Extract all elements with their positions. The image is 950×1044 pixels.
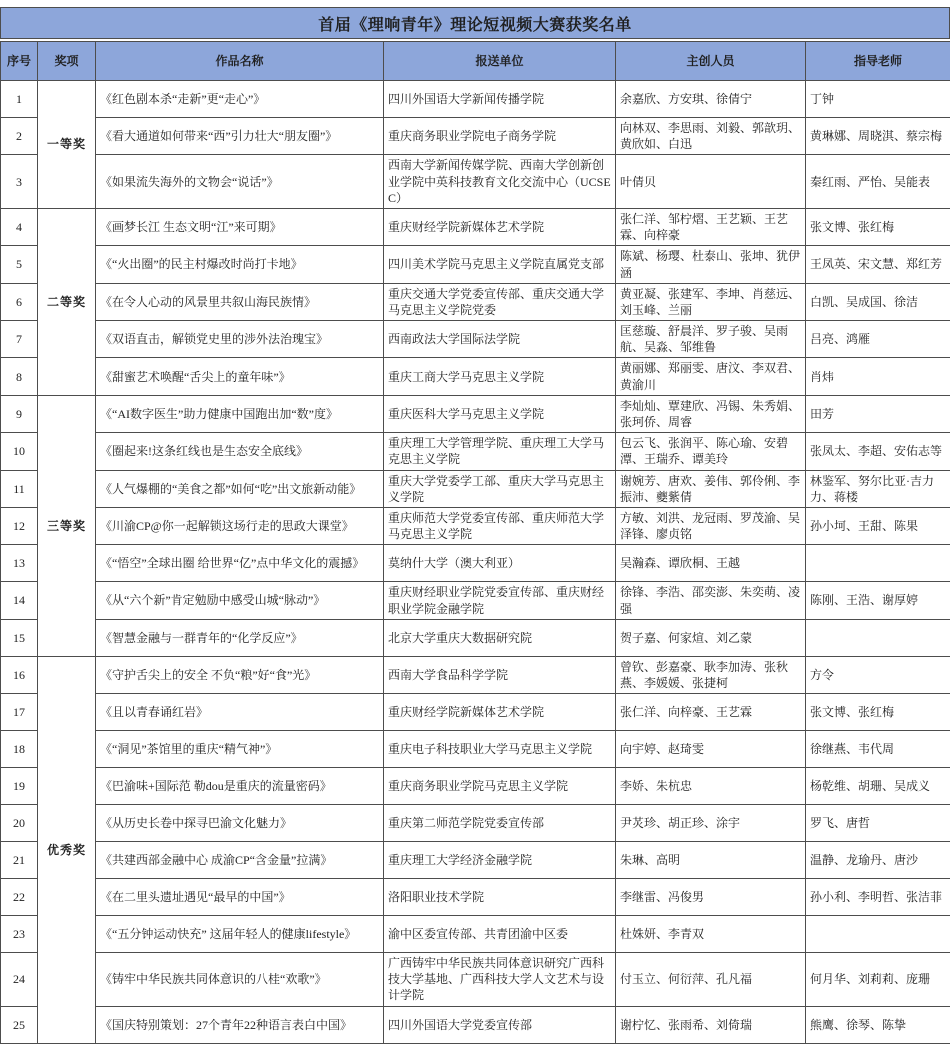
work-title-cell: 《甜蜜艺术唤醒“舌尖上的童年味”》 xyxy=(96,358,384,395)
work-title-cell: 《智慧金融与一群青年的“化学反应”》 xyxy=(96,619,384,656)
advisors-cell: 何月华、刘莉莉、庞珊 xyxy=(806,953,950,1007)
advisors-cell: 孙小利、李明哲、张洁菲 xyxy=(806,879,950,916)
work-title-cell: 《从“六个新”肯定勉励中感受山城“脉动”》 xyxy=(96,582,384,619)
creators-cell: 尹炗珍、胡正珍、涂宇 xyxy=(616,805,806,842)
unit-cell: 渝中区委宣传部、共青团渝中区委 xyxy=(384,916,616,953)
table-body xyxy=(1,81,950,1044)
row-number-cell: 6 xyxy=(1,283,38,320)
row-number-cell: 12 xyxy=(1,507,38,544)
row-number-cell: 21 xyxy=(1,842,38,879)
creators-cell: 曾钦、彭嘉豪、耿李加涛、张秋燕、李媛媛、张捷柯 xyxy=(616,656,806,693)
table-row xyxy=(1,1006,950,1043)
advisors-cell: 王凤英、宋文慧、郑红芳 xyxy=(806,246,950,283)
table-row xyxy=(1,916,950,953)
column-header-2: 奖项 xyxy=(38,42,96,81)
table-row xyxy=(1,155,950,209)
creators-cell: 李娇、朱杭忠 xyxy=(616,768,806,805)
table-row xyxy=(1,321,950,358)
unit-cell: 重庆第二师范学院党委宣传部 xyxy=(384,805,616,842)
work-title-cell: 《共建西部金融中心 成渝CP“含金量”拉满》 xyxy=(96,842,384,879)
row-number-cell: 10 xyxy=(1,433,38,470)
table-row xyxy=(1,208,950,245)
unit-cell: 四川外国语大学新闻传播学院 xyxy=(384,81,616,118)
table-row xyxy=(1,358,950,395)
creators-cell: 付玉立、何衍萍、孔凡福 xyxy=(616,953,806,1007)
table-row xyxy=(1,470,950,507)
work-title-cell: 《巴渝味+国际范 勒dou是重庆的流量密码》 xyxy=(96,768,384,805)
row-number-cell: 4 xyxy=(1,208,38,245)
creators-cell: 向林双、李思雨、刘毅、郭歆玥、黄欣如、白迅 xyxy=(616,118,806,155)
unit-cell: 莫纳什大学（澳大利亚） xyxy=(384,545,616,582)
column-header-4: 报送单位 xyxy=(384,42,616,81)
unit-cell: 西南政法大学国际法学院 xyxy=(384,321,616,358)
page-title: 首届《理响青年》理论短视频大赛获奖名单 xyxy=(0,7,950,39)
unit-cell: 重庆电子科技职业大学马克思主义学院 xyxy=(384,731,616,768)
creators-cell: 向宇婷、赵琦雯 xyxy=(616,731,806,768)
row-number-cell: 20 xyxy=(1,805,38,842)
work-title-cell: 《人气爆棚的“美食之都”如何“吃”出文旅新动能》 xyxy=(96,470,384,507)
unit-cell: 重庆财经学院新媒体艺术学院 xyxy=(384,208,616,245)
work-title-cell: 《“悟空”全球出圈 给世界“亿”点中华文化的震撼》 xyxy=(96,545,384,582)
table-row xyxy=(1,656,950,693)
unit-cell: 重庆大学党委学工部、重庆大学马克思主义学院 xyxy=(384,470,616,507)
creators-cell: 吴瀚森、谭欣桐、王越 xyxy=(616,545,806,582)
creators-cell: 张仁洋、向梓豪、王艺霖 xyxy=(616,694,806,731)
row-number-cell: 2 xyxy=(1,118,38,155)
work-title-cell: 《看大通道如何带来“西”引力壮大“朋友圈”》 xyxy=(96,118,384,155)
creators-cell: 余嘉欣、方安琪、徐倩宁 xyxy=(616,81,806,118)
creators-cell: 方敏、刘洪、龙冠雨、罗茂渝、吴泽锋、廖贞铭 xyxy=(616,507,806,544)
row-number-cell: 5 xyxy=(1,246,38,283)
row-number-cell: 19 xyxy=(1,768,38,805)
table-row xyxy=(1,283,950,320)
table-row xyxy=(1,805,950,842)
unit-cell: 四川外国语大学党委宣传部 xyxy=(384,1006,616,1043)
advisors-cell: 方令 xyxy=(806,656,950,693)
creators-cell: 谢柠忆、张雨希、刘倚瑞 xyxy=(616,1006,806,1043)
unit-cell: 重庆商务职业学院电子商务学院 xyxy=(384,118,616,155)
table-row xyxy=(1,879,950,916)
header-row xyxy=(1,42,950,81)
unit-cell: 重庆师范大学党委宣传部、重庆师范大学马克思主义学院 xyxy=(384,507,616,544)
award-tier-cell: 二等奖 xyxy=(38,208,96,395)
unit-cell: 西南大学新闻传媒学院、西南大学创新创业学院中英科技教育文化交流中心（UCSEC） xyxy=(384,155,616,209)
advisors-cell xyxy=(806,545,950,582)
advisors-cell: 熊鹰、徐琴、陈挚 xyxy=(806,1006,950,1043)
unit-cell: 重庆商务职业学院马克思主义学院 xyxy=(384,768,616,805)
table-row xyxy=(1,433,950,470)
table-row xyxy=(1,395,950,432)
table-row xyxy=(1,582,950,619)
creators-cell: 叶倩贝 xyxy=(616,155,806,209)
award-tier-cell: 优秀奖 xyxy=(38,656,96,1043)
table-row xyxy=(1,953,950,1007)
table-row xyxy=(1,768,950,805)
advisors-cell xyxy=(806,916,950,953)
table-row xyxy=(1,731,950,768)
advisors-cell: 陈刚、王浩、谢厚婷 xyxy=(806,582,950,619)
creators-cell: 黄丽娜、郑丽雯、唐汶、李双君、黄渝川 xyxy=(616,358,806,395)
advisors-cell: 杨乾维、胡珊、吴成义 xyxy=(806,768,950,805)
work-title-cell: 《“火出圈”的民主村爆改时尚打卡地》 xyxy=(96,246,384,283)
work-title-cell: 《圈起来!这条红线也是生态安全底线》 xyxy=(96,433,384,470)
advisors-cell: 林鉴军、努尔比亚·吉力力、蒋楼 xyxy=(806,470,950,507)
work-title-cell: 《守护舌尖上的安全 不负“粮”好“食”光》 xyxy=(96,656,384,693)
advisors-cell: 罗飞、唐哲 xyxy=(806,805,950,842)
unit-cell: 广西铸牢中华民族共同体意识研究广西科技大学基地、广西科技大学人文艺术与设计学院 xyxy=(384,953,616,1007)
table-row xyxy=(1,842,950,879)
advisors-cell: 张文博、张红梅 xyxy=(806,208,950,245)
creators-cell: 李灿灿、覃建欣、冯锡、朱秀娟、张珂侨、周睿 xyxy=(616,395,806,432)
row-number-cell: 13 xyxy=(1,545,38,582)
row-number-cell: 25 xyxy=(1,1006,38,1043)
row-number-cell: 11 xyxy=(1,470,38,507)
work-title-cell: 《铸牢中华民族共同体意识的八桂“欢歌”》 xyxy=(96,953,384,1007)
awards-table xyxy=(0,41,950,1044)
table-row xyxy=(1,619,950,656)
award-tier-cell: 三等奖 xyxy=(38,395,96,656)
work-title-cell: 《“五分钟运动快充” 这届年轻人的健康lifestyle》 xyxy=(96,916,384,953)
creators-cell: 贺子嘉、何家煊、刘乙蒙 xyxy=(616,619,806,656)
unit-cell: 重庆理工大学管理学院、重庆理工大学马克思主义学院 xyxy=(384,433,616,470)
work-title-cell: 《画梦长江 生态文明“江”来可期》 xyxy=(96,208,384,245)
column-header-3: 作品名称 xyxy=(96,42,384,81)
advisors-cell: 徐继燕、韦代周 xyxy=(806,731,950,768)
advisors-cell: 田芳 xyxy=(806,395,950,432)
column-header-5: 主创人员 xyxy=(616,42,806,81)
unit-cell: 重庆工商大学马克思主义学院 xyxy=(384,358,616,395)
unit-cell: 重庆财经学院新媒体艺术学院 xyxy=(384,694,616,731)
advisors-cell xyxy=(806,619,950,656)
work-title-cell: 《“洞见”茶馆里的重庆“精气神”》 xyxy=(96,731,384,768)
table-row xyxy=(1,694,950,731)
award-tier-cell: 一等奖 xyxy=(38,81,96,209)
row-number-cell: 22 xyxy=(1,879,38,916)
advisors-cell: 丁钟 xyxy=(806,81,950,118)
advisors-cell: 孙小坷、王甜、陈果 xyxy=(806,507,950,544)
row-number-cell: 15 xyxy=(1,619,38,656)
work-title-cell: 《国庆特别策划：27个青年22种语言表白中国》 xyxy=(96,1006,384,1043)
table-row xyxy=(1,246,950,283)
unit-cell: 洛阳职业技术学院 xyxy=(384,879,616,916)
work-title-cell: 《在令人心动的风景里共叙山海民族情》 xyxy=(96,283,384,320)
creators-cell: 黄亚凝、张建军、李坤、肖慈远、刘玉峰、兰丽 xyxy=(616,283,806,320)
creators-cell: 匡慈璇、舒晨洋、罗子骏、吴雨航、吴淼、邹维鲁 xyxy=(616,321,806,358)
unit-cell: 北京大学重庆大数据研究院 xyxy=(384,619,616,656)
unit-cell: 重庆理工大学经济金融学院 xyxy=(384,842,616,879)
creators-cell: 张仁洋、邹柠熠、王艺颖、王艺霖、向梓豪 xyxy=(616,208,806,245)
column-header-6: 指导老师 xyxy=(806,42,950,81)
column-header-1: 序号 xyxy=(1,42,38,81)
row-number-cell: 3 xyxy=(1,155,38,209)
creators-cell: 谢婉芳、唐欢、姜伟、郭伶俐、李振沛、夔紫倩 xyxy=(616,470,806,507)
work-title-cell: 《“AI数字医生”助力健康中国跑出加“数”度》 xyxy=(96,395,384,432)
creators-cell: 包云飞、张润平、陈心瑜、安碧潭、王瑞乔、谭美玲 xyxy=(616,433,806,470)
table-row xyxy=(1,545,950,582)
row-number-cell: 24 xyxy=(1,953,38,1007)
advisors-cell: 秦红雨、严怡、吴能表 xyxy=(806,155,950,209)
creators-cell: 杜姝妍、李青双 xyxy=(616,916,806,953)
advisors-cell: 张凤太、李超、安佑志等 xyxy=(806,433,950,470)
unit-cell: 重庆交通大学党委宣传部、重庆交通大学马克思主义学院党委 xyxy=(384,283,616,320)
work-title-cell: 《从历史长卷中探寻巴渝文化魅力》 xyxy=(96,805,384,842)
creators-cell: 李继雷、冯俊男 xyxy=(616,879,806,916)
creators-cell: 陈斌、杨璎、杜泰山、张坤、犹伊涵 xyxy=(616,246,806,283)
unit-cell: 四川美术学院马克思主义学院直属党支部 xyxy=(384,246,616,283)
table-row xyxy=(1,118,950,155)
row-number-cell: 17 xyxy=(1,694,38,731)
row-number-cell: 16 xyxy=(1,656,38,693)
creators-cell: 朱琳、高明 xyxy=(616,842,806,879)
row-number-cell: 23 xyxy=(1,916,38,953)
row-number-cell: 1 xyxy=(1,81,38,118)
row-number-cell: 14 xyxy=(1,582,38,619)
work-title-cell: 《且以青春诵红岩》 xyxy=(96,694,384,731)
advisors-cell: 白凯、吴成国、徐洁 xyxy=(806,283,950,320)
advisors-cell: 黄琳娜、周晓淇、蔡宗梅 xyxy=(806,118,950,155)
unit-cell: 西南大学食品科学学院 xyxy=(384,656,616,693)
work-title-cell: 《如果流失海外的文物会“说话”》 xyxy=(96,155,384,209)
row-number-cell: 18 xyxy=(1,731,38,768)
advisors-cell: 吕亮、鸿雁 xyxy=(806,321,950,358)
table-row xyxy=(1,507,950,544)
row-number-cell: 9 xyxy=(1,395,38,432)
advisors-cell: 温静、龙瑜丹、唐沙 xyxy=(806,842,950,879)
row-number-cell: 8 xyxy=(1,358,38,395)
work-title-cell: 《红色剧本杀“走新”更“走心”》 xyxy=(96,81,384,118)
unit-cell: 重庆医科大学马克思主义学院 xyxy=(384,395,616,432)
work-title-cell: 《双语直击，解锁党史里的涉外法治瑰宝》 xyxy=(96,321,384,358)
unit-cell: 重庆财经职业学院党委宣传部、重庆财经职业学院金融学院 xyxy=(384,582,616,619)
advisors-cell: 张文博、张红梅 xyxy=(806,694,950,731)
row-number-cell: 7 xyxy=(1,321,38,358)
advisors-cell: 肖炜 xyxy=(806,358,950,395)
work-title-cell: 《在二里头遗址遇见“最早的中国”》 xyxy=(96,879,384,916)
creators-cell: 徐锋、李浩、邵奕澎、朱奕萌、凌强 xyxy=(616,582,806,619)
work-title-cell: 《川渝CP@你一起解锁这场行走的思政大课堂》 xyxy=(96,507,384,544)
table-row xyxy=(1,81,950,118)
